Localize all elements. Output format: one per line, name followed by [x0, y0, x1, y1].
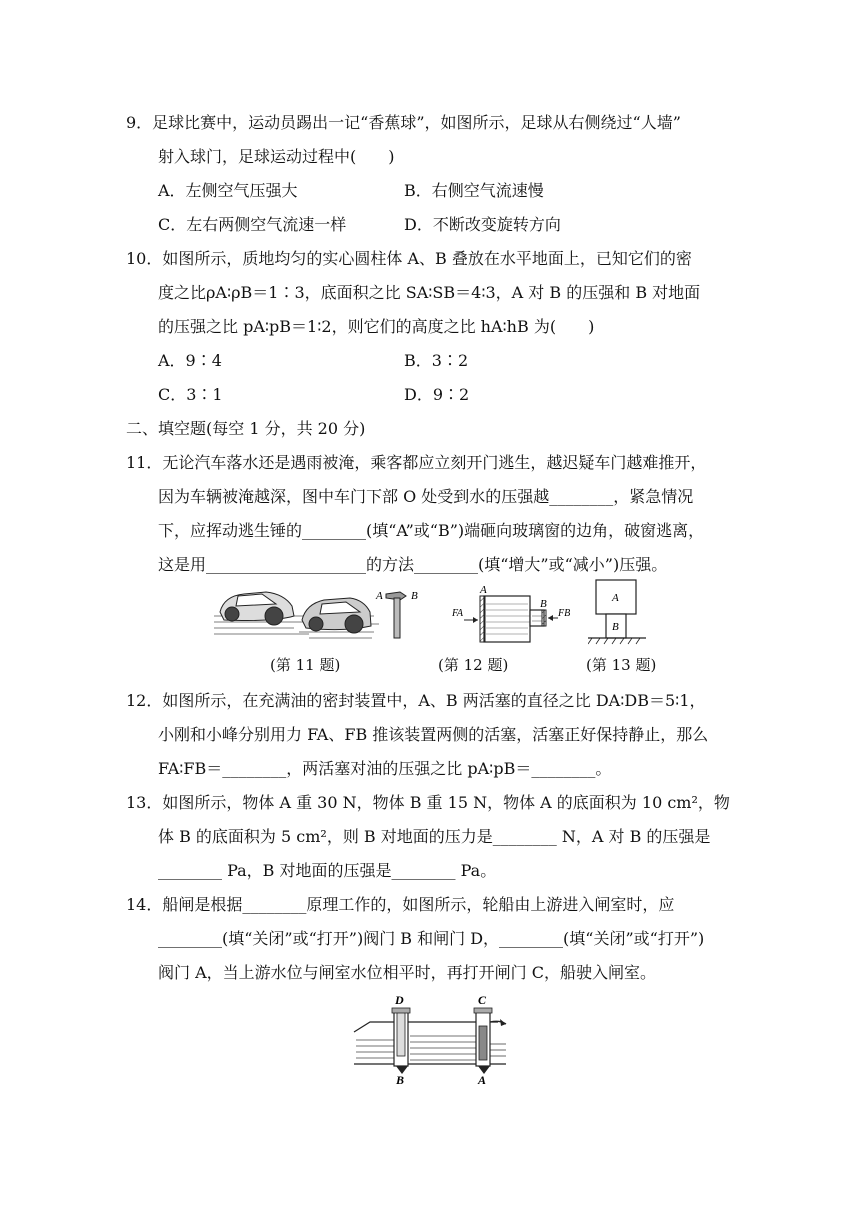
q13-line1: 13．如图所示，物体 A 重 30 N，物体 B 重 15 N，物体 A 的底面积为 10 cm²，物 [126, 793, 730, 812]
q13-line2: 体 B 的底面积为 5 cm²，则 B 对地面的压力是________ N，A 对 B 的压强是 [158, 827, 711, 846]
q12-label-b: B [540, 598, 547, 610]
caption-fig-12: (第 12 题) [438, 656, 509, 674]
q13-label-b: B [612, 621, 619, 633]
q12-label-fa: FA [452, 608, 463, 619]
q14-line1: 14．船闸是根据________原理工作的，如图所示，轮船由上游进入闸室时，应 [126, 895, 675, 914]
car-flood-figure [214, 582, 434, 646]
q9-option-a: A．左侧空气压强大 [158, 181, 298, 200]
section-heading-fill-in: 二、填空题(每空 1 分，共 20 分) [126, 419, 366, 438]
q9-option-d: D．不断改变旋转方向 [404, 215, 561, 234]
q9-line2: 射入球门，足球运动过程中( ) [158, 147, 395, 166]
q14-line2: ________(填“关闭”或“打开”)阀门 B 和闸门 D，________(填“关闭”或“打开”) [158, 929, 705, 948]
q14-label-b: B [396, 1073, 405, 1086]
q10-line1: 10．如图所示，质地均匀的实心圆柱体 A、B 叠放在水平地面上，已知它们的密 [126, 249, 692, 268]
q11-line3: 下，应挥动逃生锤的________(填“A”或“B”)端砸向玻璃窗的边角，破窗逃离， [158, 521, 705, 540]
q12-label-fb: FB [558, 608, 571, 619]
q12-line2: 小刚和小峰分别用力 FA、FB 推该装置两侧的活塞，活塞正好保持静止，那么 [158, 725, 709, 744]
q11-line4: 这是用____________________的方法________(填“增大”或“减小”)压强。 [158, 555, 668, 574]
q9-option-b: B．右侧空气流速慢 [404, 181, 544, 200]
q13-label-a: A [612, 592, 619, 604]
q9-line1: 9．足球比赛中，运动员踢出一记“香蕉球”，如图所示，足球从右侧绕过“人墙” [126, 113, 681, 132]
q14-label-c: C [478, 993, 487, 1007]
q11-line2: 因为车辆被淹越深，图中车门下部 O 处受到水的压强越________，紧急情况 [158, 487, 694, 506]
caption-fig-13: (第 13 题) [586, 656, 657, 674]
q9-option-c: C．左右两侧空气流速一样 [158, 215, 347, 234]
hammer-label-a: A [376, 590, 383, 602]
q12-label-a: A [480, 584, 487, 596]
escape-hammer-icon [375, 590, 418, 638]
q12-line3: FA∶FB＝________，两活塞对油的压强之比 pA∶pB＝________。 [158, 759, 612, 778]
hammer-label-b: B [411, 590, 418, 602]
q10-option-c: C．3∶1 [158, 385, 223, 404]
q10-line3: 的压强之比 pA∶pB＝1∶2，则它们的高度之比 hA∶hB 为( ) [158, 317, 595, 336]
car-2-icon [302, 598, 371, 633]
q14-label-a: A [478, 1073, 487, 1086]
ship-lock-figure [350, 992, 510, 1086]
q10-option-a: A．9∶4 [158, 351, 222, 370]
q10-option-d: D．9∶2 [404, 385, 470, 404]
q10-option-b: B．3∶2 [404, 351, 469, 370]
q12-line1: 12．如图所示，在充满油的密封装置中，A、B 两活塞的直径之比 DA∶DB＝5∶1， [126, 691, 706, 710]
q10-line2: 度之比ρA∶ρB＝1∶3，底面积之比 SA∶SB＝4∶3，A 对 B 的压强和 B 对地面 [158, 283, 701, 302]
caption-fig-11: (第 11 题) [270, 656, 341, 674]
q14-label-d: D [395, 993, 404, 1007]
car-1-icon [220, 592, 294, 625]
q13-line3: ________ Pa，B 对地面的压强是________ Pa。 [158, 861, 497, 880]
q11-line1: 11．无论汽车落水还是遇雨被淹，乘客都应立刻开门逃生，越迟疑车门越难推开， [126, 453, 707, 472]
hydraulic-device-figure [452, 584, 577, 646]
q14-line3: 阀门 A，当上游水位与闸室水位相平时，再打开闸门 C，船驶入闸室。 [158, 963, 656, 982]
stacked-blocks-figure [588, 578, 648, 646]
